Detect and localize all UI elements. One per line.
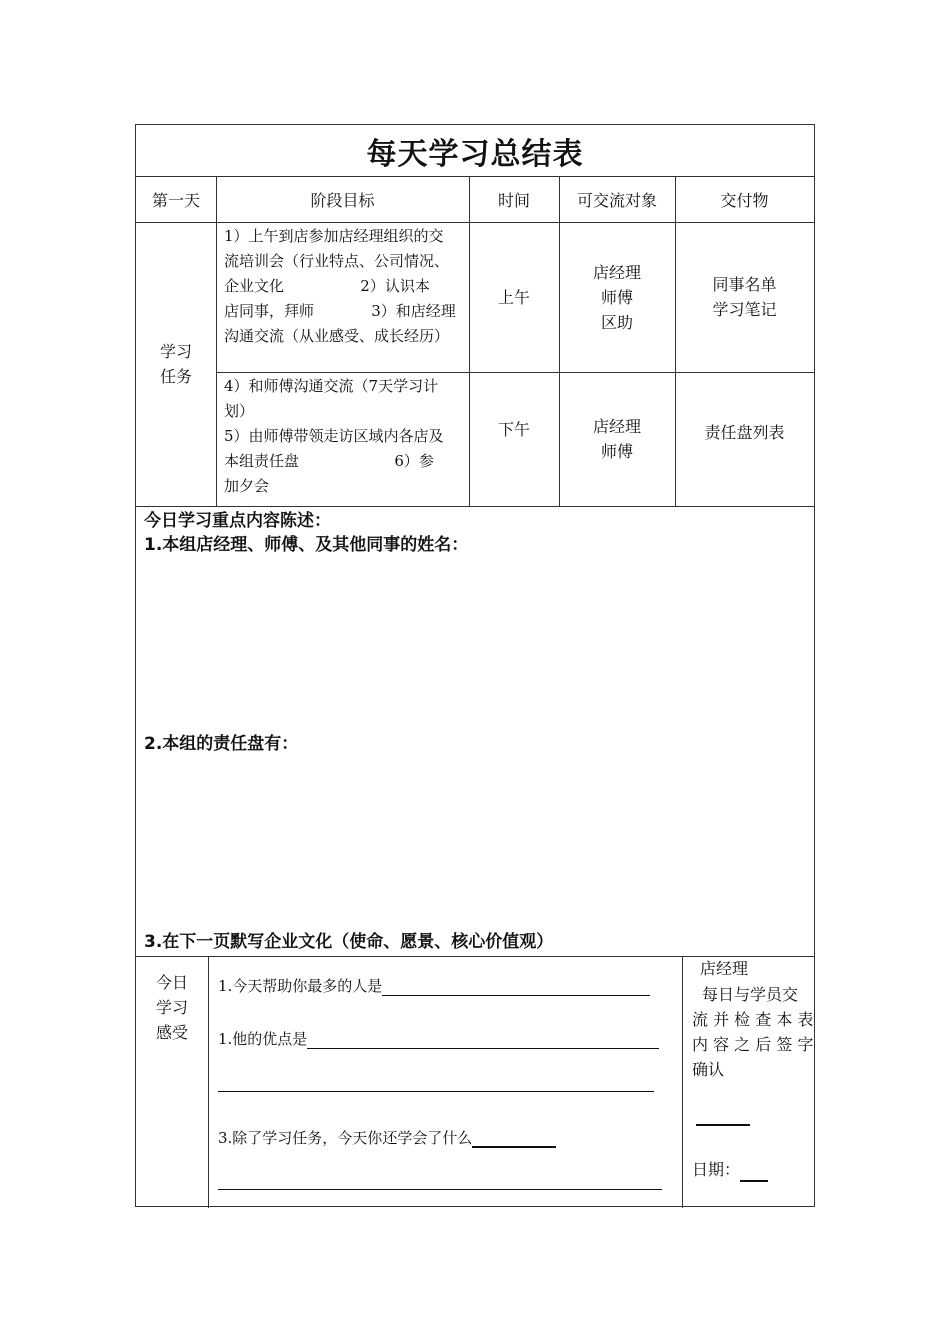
divider — [136, 506, 814, 507]
goal-cell-afternoon — [216, 372, 469, 506]
goal-line: 1）上午到店参加店经理组织的交 — [224, 227, 444, 245]
deliverable-item: 同事名单 — [712, 275, 777, 294]
manager-note-line: 流 并 检 查 本 表 — [692, 1010, 814, 1029]
manager-note-line: 每日与学员交 — [702, 985, 799, 1004]
goal-line: 划） — [224, 402, 255, 420]
header-contact: 可交流对象 — [576, 190, 657, 210]
contacts-afternoon — [559, 372, 675, 506]
contact-item: 师傅 — [600, 287, 633, 307]
task-label-line: 学习 — [159, 342, 192, 361]
deliverables-morning — [675, 222, 814, 372]
goal-line: 加夕会 — [224, 477, 270, 495]
contact-item: 店经理 — [592, 417, 641, 436]
answer-blank[interactable] — [472, 1146, 556, 1148]
feeling-label-line: 学习 — [155, 998, 188, 1017]
feeling-label-line: 感受 — [155, 1023, 188, 1042]
answer-blank[interactable] — [218, 1189, 662, 1190]
summary-heading: 今日学习重点内容陈述： — [144, 511, 331, 531]
task-label-line: 任务 — [159, 367, 192, 386]
divider — [682, 956, 683, 1208]
date-label: 日期： — [692, 1160, 741, 1179]
goal-line: 企业文化 2）认识本 — [224, 277, 430, 295]
feeling-learned-line — [218, 1127, 678, 1148]
answer-blank[interactable] — [382, 995, 650, 996]
signature-blank[interactable] — [696, 1124, 750, 1126]
time-morning: 上午 — [497, 287, 530, 307]
manager-note-line: 确认 — [692, 1060, 725, 1079]
contacts-morning — [559, 222, 675, 372]
answer-blank[interactable] — [218, 1091, 654, 1092]
deliverable-item: 学习笔记 — [712, 300, 777, 319]
page-title: 每天学习总结表 — [366, 136, 584, 172]
question-culture: 3.在下一页默写企业文化（使命、愿景、核心价值观） — [144, 932, 554, 952]
deliverables-afternoon — [675, 372, 814, 492]
goal-line: 店同事，拜师 3）和店经理 — [224, 302, 456, 320]
contact-item: 区助 — [600, 312, 633, 332]
feeling-helper-line — [218, 975, 678, 996]
manager-note-line: 内 容 之 后 签 字 — [692, 1035, 814, 1054]
date-blank[interactable] — [740, 1180, 768, 1182]
deliverable-item: 责任盘列表 — [704, 422, 785, 442]
manager-title: 店经理 — [700, 959, 749, 978]
manager-note — [692, 982, 814, 1082]
divider — [208, 956, 209, 1208]
contact-item: 师傅 — [600, 442, 633, 461]
header-day: 第一天 — [151, 190, 200, 210]
question-names: 1.本组店经理、师傅、及其他同事的姓名： — [144, 535, 469, 555]
goal-line: 沟通交流（从业感受、成长经历） — [224, 327, 450, 345]
header-time: 时间 — [497, 190, 530, 210]
goal-line: 本组责任盘 6）参 — [224, 452, 434, 470]
learned-prompt: 3.除了学习任务，今天你还学会了什么 — [218, 1129, 473, 1147]
task-label — [136, 222, 216, 506]
answer-blank[interactable] — [307, 1048, 659, 1049]
merit-prompt: 1.他的优点是 — [218, 1030, 308, 1048]
question-zones: 2.本组的责任盘有： — [144, 734, 299, 754]
feeling-merit-line — [218, 1028, 678, 1049]
header-goal: 阶段目标 — [310, 190, 375, 210]
goal-line: 4）和师傅沟通交流（7天学习计 — [224, 377, 439, 395]
feeling-label-line: 今日 — [155, 973, 188, 992]
helper-prompt: 1.今天帮助你最多的人是 — [218, 977, 383, 995]
manager-date — [692, 1157, 768, 1182]
summary-table — [135, 124, 815, 1207]
feeling-label — [136, 970, 208, 1045]
time-afternoon: 下午 — [497, 420, 530, 439]
goal-line: 5）由师傅带领走访区域内各店及 — [224, 427, 444, 445]
goal-cell-morning — [216, 222, 469, 372]
goal-line: 流培训会（行业特点、公司情况、 — [224, 252, 450, 270]
contact-item: 店经理 — [592, 262, 641, 282]
header-deliverable: 交付物 — [720, 190, 769, 210]
